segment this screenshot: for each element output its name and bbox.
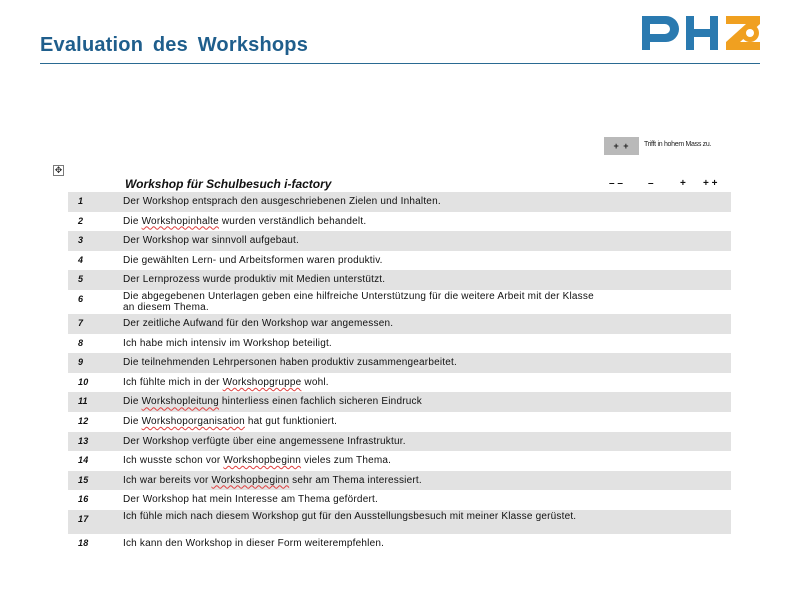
row-number: 6 [78, 293, 84, 304]
row-number: 10 [78, 376, 89, 387]
table-row [68, 251, 731, 271]
row-statement [123, 255, 608, 266]
spellcheck-word: Workshopbeginn [211, 474, 290, 486]
table-row [68, 290, 731, 314]
row-statement [123, 196, 608, 207]
table-move-handle-icon[interactable]: ✥ [54, 165, 63, 175]
statement-text: wohl. [301, 376, 329, 388]
row-number: 15 [78, 474, 89, 485]
row-statement [123, 357, 608, 368]
row-number: 13 [78, 435, 89, 446]
row-statement [123, 436, 608, 447]
table-row [68, 353, 731, 373]
row-number: 8 [78, 337, 84, 348]
spellcheck-word: Workshoporganisation [141, 415, 245, 427]
statement-text: Die [123, 215, 142, 227]
spellcheck-word: Workshopbeginn [223, 455, 302, 467]
statement-text: Ich war bereits vor [123, 474, 212, 486]
row-number: 16 [78, 494, 89, 505]
scale-negative: – [648, 178, 654, 189]
statement-text: Ich wusste schon vor [123, 455, 224, 467]
table-row [68, 451, 731, 471]
scale-positive: + [680, 178, 686, 189]
table-row [68, 212, 731, 232]
table-row [68, 373, 731, 393]
spellcheck-word: Workshopleitung [141, 396, 219, 408]
statement-text: Ich habe mich intensiv im Workshop beteiligt. [123, 337, 332, 349]
row-number: 2 [78, 215, 84, 226]
statement-text: Der Workshop war sinnvoll aufgebaut. [123, 235, 299, 247]
statement-text: Der Workshop hat mein Interesse am Thema gefördert. [123, 494, 378, 506]
row-statement [123, 416, 608, 427]
row-number: 7 [78, 317, 84, 328]
statement-text: wurden verständlich behandelt. [218, 215, 367, 227]
statement-text: sehr am Thema interessiert. [289, 474, 422, 486]
row-number: 17 [78, 513, 89, 524]
statement-text: Der Lernprozess wurde produktiv mit Medien unterstützt. [123, 274, 386, 286]
table-row [68, 314, 731, 334]
phz-logo [640, 10, 764, 56]
statement-text: Die [123, 415, 142, 427]
page-title: Evaluation des Workshops [40, 34, 309, 56]
row-statement [123, 274, 608, 285]
row-number: 4 [78, 254, 84, 265]
scale-very-positive: + + [703, 178, 718, 189]
table-row [68, 231, 731, 251]
statement-text: Der zeitliche Aufwand für den Workshop war angemessen. [123, 317, 394, 329]
row-number: 18 [78, 537, 89, 548]
table-row [68, 490, 731, 510]
statement-text: Ich fühlte mich in der [123, 376, 223, 388]
statement-text: Die [123, 396, 142, 408]
row-statement [123, 338, 608, 349]
row-number: 12 [78, 415, 89, 426]
row-statement [123, 538, 608, 549]
row-number: 9 [78, 357, 84, 368]
table-row [68, 432, 731, 452]
table-row [68, 510, 731, 534]
statement-text: Die abgegebenen Unterlagen geben eine hilfreiche Unterstützung für die weitere Arbeit mit der Klasse an diesem Thema. [123, 290, 594, 313]
statement-text: Der Workshop verfügte über eine angemessene Infrastruktur. [123, 435, 406, 447]
row-number: 5 [78, 274, 84, 285]
row-number: 3 [78, 235, 84, 246]
row-statement [123, 216, 608, 227]
row-statement [123, 455, 608, 466]
legend-text: Trifft in hohem Mass zu. [644, 141, 712, 148]
title-rule [40, 63, 760, 64]
survey-table [68, 192, 731, 554]
row-number: 1 [78, 196, 84, 206]
spellcheck-word: Workshopgruppe [222, 376, 302, 388]
row-statement [123, 494, 608, 505]
table-row [68, 270, 731, 290]
table-row [68, 412, 731, 432]
statement-text: Ich kann den Workshop in dieser Form weiterempfehlen. [123, 537, 385, 549]
table-row [68, 534, 731, 554]
survey-title: Workshop für Schulbesuch i-factory [125, 177, 332, 191]
row-statement [123, 511, 608, 522]
table-row [68, 471, 731, 491]
table-row [68, 192, 731, 212]
row-statement [123, 475, 608, 486]
row-statement [123, 235, 608, 246]
row-statement [123, 291, 608, 313]
table-row [68, 334, 731, 354]
row-statement [123, 396, 608, 407]
statement-text: Der Workshop entsprach den ausgeschriebenen Zielen und Inhalten. [123, 196, 441, 207]
legend-box: + + [604, 137, 639, 155]
row-statement [123, 318, 608, 329]
statement-text: vieles zum Thema. [301, 455, 392, 467]
spellcheck-word: Workshopinhalte [141, 215, 219, 227]
statement-text: Ich fühle mich nach diesem Workshop gut für den Ausstellungsbesuch mit meiner Klasse gerüstet. [123, 510, 577, 522]
scale-very-negative: – – [609, 178, 623, 189]
statement-text: Die teilnehmenden Lehrpersonen haben produktiv zusammengearbeitet. [123, 357, 457, 369]
row-statement [123, 377, 608, 388]
row-number: 14 [78, 455, 89, 466]
row-number: 11 [78, 396, 88, 407]
table-row [68, 392, 731, 412]
statement-text: hat gut funktioniert. [244, 415, 338, 427]
statement-text: hinterliess einen fachlich sicheren Eindruck [218, 396, 422, 408]
statement-text: Die gewählten Lern- und Arbeitsformen waren produktiv. [123, 254, 383, 266]
